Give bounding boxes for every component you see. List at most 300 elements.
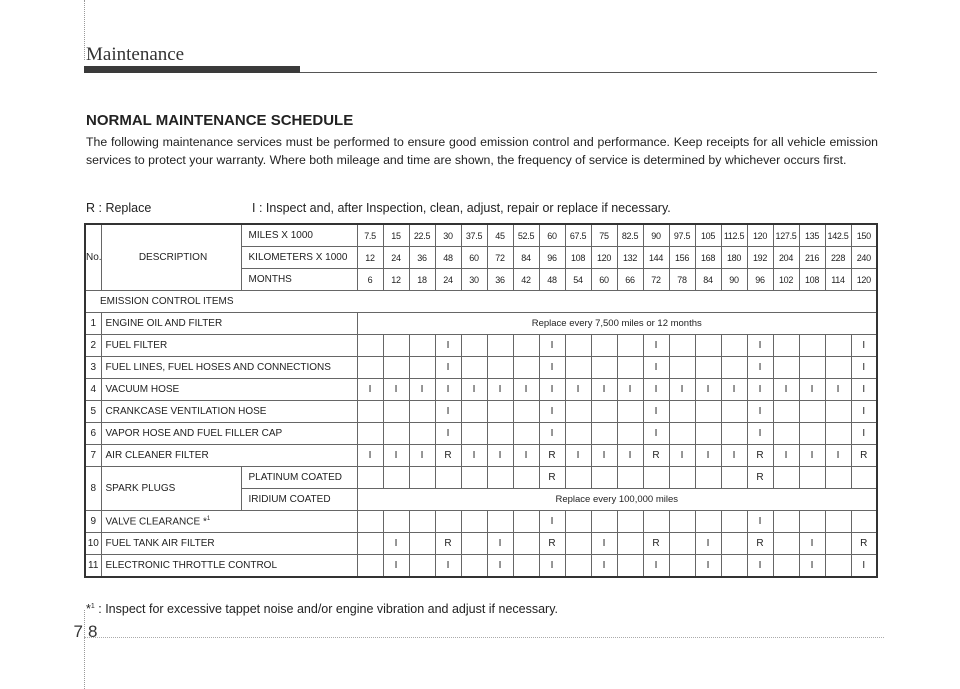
footnote-mark: * <box>86 602 91 616</box>
service-mark <box>617 511 643 533</box>
service-mark <box>721 467 747 489</box>
service-mark <box>825 555 851 578</box>
schedule-row <box>85 555 877 578</box>
service-mark: I <box>695 555 721 578</box>
service-mark <box>461 467 487 489</box>
interval-km: 204 <box>773 247 799 269</box>
row-description <box>101 533 357 555</box>
interval-months: 72 <box>643 269 669 291</box>
service-mark <box>565 335 591 357</box>
interval-km: 132 <box>617 247 643 269</box>
service-mark <box>799 423 825 445</box>
row-footnote-ref: 1 <box>206 515 211 522</box>
header-description: DESCRIPTION <box>101 224 241 291</box>
interval-km: 156 <box>669 247 695 269</box>
service-mark <box>461 335 487 357</box>
service-mark <box>357 401 383 423</box>
service-mark: I <box>435 335 461 357</box>
service-mark: R <box>747 445 773 467</box>
row-number: 6 <box>85 423 101 445</box>
service-mark: I <box>383 533 409 555</box>
interval-km: 84 <box>513 247 539 269</box>
service-mark <box>773 357 799 379</box>
service-mark <box>513 511 539 533</box>
interval-km: 192 <box>747 247 773 269</box>
interval-miles: 90 <box>643 224 669 247</box>
service-mark: I <box>487 533 513 555</box>
service-mark <box>643 467 669 489</box>
interval-months: 108 <box>799 269 825 291</box>
margin-guide-top <box>84 0 85 60</box>
service-mark <box>357 357 383 379</box>
service-mark <box>461 555 487 578</box>
service-mark <box>617 423 643 445</box>
service-mark: R <box>747 467 773 489</box>
service-mark: I <box>461 445 487 467</box>
interval-months: 78 <box>669 269 695 291</box>
service-mark <box>799 511 825 533</box>
service-mark <box>357 511 383 533</box>
schedule-row <box>85 401 877 423</box>
row-description <box>101 511 357 533</box>
service-mark <box>695 401 721 423</box>
service-mark <box>591 401 617 423</box>
service-mark <box>799 401 825 423</box>
service-mark: I <box>799 379 825 401</box>
service-mark <box>617 401 643 423</box>
service-mark: I <box>695 445 721 467</box>
service-mark <box>383 357 409 379</box>
row-number: 8 <box>85 467 101 511</box>
service-mark: I <box>643 555 669 578</box>
service-mark: R <box>643 445 669 467</box>
service-mark <box>565 467 591 489</box>
interval-miles: 30 <box>435 224 461 247</box>
service-mark: I <box>591 533 617 555</box>
service-mark <box>591 357 617 379</box>
service-mark <box>565 401 591 423</box>
interval-km: 60 <box>461 247 487 269</box>
service-mark <box>669 511 695 533</box>
section-title: NORMAL MAINTENANCE SCHEDULE <box>86 112 354 129</box>
service-mark: I <box>851 335 877 357</box>
service-mark: I <box>851 555 877 578</box>
service-mark <box>513 423 539 445</box>
service-mark <box>487 357 513 379</box>
service-mark <box>487 423 513 445</box>
service-mark <box>721 423 747 445</box>
service-mark <box>721 335 747 357</box>
service-mark: I <box>851 423 877 445</box>
interval-months: 18 <box>409 269 435 291</box>
interval-miles: 150 <box>851 224 877 247</box>
service-mark: I <box>617 445 643 467</box>
service-mark: I <box>721 379 747 401</box>
service-mark <box>773 511 799 533</box>
interval-months: 12 <box>383 269 409 291</box>
row-interval-note: Replace every 7,500 miles or 12 months <box>357 313 877 335</box>
service-mark: I <box>643 357 669 379</box>
service-mark: R <box>539 533 565 555</box>
row-description-text: ENGINE OIL AND FILTER <box>105 318 223 329</box>
service-mark <box>695 467 721 489</box>
service-mark <box>669 357 695 379</box>
row-description <box>101 357 357 379</box>
service-mark: I <box>643 401 669 423</box>
service-mark <box>773 555 799 578</box>
service-mark <box>409 357 435 379</box>
interval-months: 84 <box>695 269 721 291</box>
legend-replace: R : Replace <box>86 201 152 215</box>
service-mark <box>513 335 539 357</box>
service-mark: I <box>539 423 565 445</box>
service-mark: I <box>669 445 695 467</box>
row-description-text: VACUUM HOSE <box>105 384 180 395</box>
service-mark <box>825 511 851 533</box>
interval-miles: 135 <box>799 224 825 247</box>
service-mark: I <box>721 445 747 467</box>
service-mark <box>357 555 383 578</box>
schedule-row <box>85 533 877 555</box>
schedule-row <box>85 445 877 467</box>
service-mark <box>565 511 591 533</box>
service-mark: I <box>773 379 799 401</box>
interval-miles: 52.5 <box>513 224 539 247</box>
service-mark <box>383 401 409 423</box>
schedule-row <box>85 379 877 401</box>
service-mark <box>383 467 409 489</box>
header-rule <box>300 72 877 73</box>
service-mark <box>617 357 643 379</box>
service-mark <box>591 335 617 357</box>
service-mark <box>487 335 513 357</box>
interval-months: 42 <box>513 269 539 291</box>
row-description <box>101 313 357 335</box>
service-mark: I <box>435 401 461 423</box>
row-description <box>101 423 357 445</box>
service-mark: I <box>357 445 383 467</box>
service-mark <box>409 335 435 357</box>
interval-miles: 7.5 <box>357 224 383 247</box>
service-mark: I <box>695 379 721 401</box>
interval-miles: 45 <box>487 224 513 247</box>
interval-miles: 127.5 <box>773 224 799 247</box>
service-mark <box>825 423 851 445</box>
service-mark: I <box>799 555 825 578</box>
service-mark <box>695 335 721 357</box>
service-mark: R <box>435 445 461 467</box>
service-mark <box>669 555 695 578</box>
service-mark: I <box>357 379 383 401</box>
row-description-text: AIR CLEANER FILTER <box>105 450 209 461</box>
service-mark: I <box>409 445 435 467</box>
service-mark: I <box>773 445 799 467</box>
service-mark: I <box>669 379 695 401</box>
service-mark <box>799 357 825 379</box>
header-no: No. <box>85 224 101 291</box>
service-mark <box>851 511 877 533</box>
service-mark <box>851 467 877 489</box>
row-description-text: ELECTRONIC THROTTLE CONTROL <box>105 560 277 571</box>
service-mark <box>383 423 409 445</box>
service-mark <box>513 533 539 555</box>
service-mark <box>799 335 825 357</box>
interval-months: 24 <box>435 269 461 291</box>
service-mark <box>773 467 799 489</box>
service-mark <box>825 335 851 357</box>
service-mark: I <box>513 379 539 401</box>
row-subitem: PLATINUM COATED <box>241 467 357 489</box>
service-mark: I <box>539 511 565 533</box>
interval-months: 90 <box>721 269 747 291</box>
service-mark: I <box>539 357 565 379</box>
interval-months: 120 <box>851 269 877 291</box>
schedule-row <box>85 313 877 335</box>
service-mark: I <box>539 379 565 401</box>
interval-km: 144 <box>643 247 669 269</box>
interval-km: 48 <box>435 247 461 269</box>
service-mark: I <box>643 423 669 445</box>
service-mark: I <box>461 379 487 401</box>
row-description <box>101 379 357 401</box>
footnote <box>86 602 558 616</box>
service-mark: I <box>825 445 851 467</box>
service-mark <box>617 555 643 578</box>
service-mark: I <box>435 379 461 401</box>
interval-months: 30 <box>461 269 487 291</box>
service-mark <box>565 555 591 578</box>
service-mark: I <box>383 445 409 467</box>
interval-km: 168 <box>695 247 721 269</box>
service-mark <box>409 467 435 489</box>
service-mark <box>383 335 409 357</box>
interval-miles: 75 <box>591 224 617 247</box>
interval-km: 108 <box>565 247 591 269</box>
service-mark: I <box>643 379 669 401</box>
schedule-row <box>85 357 877 379</box>
interval-months: 6 <box>357 269 383 291</box>
row-interval-note: Replace every 100,000 miles <box>357 489 877 511</box>
service-mark <box>695 357 721 379</box>
service-mark: R <box>435 533 461 555</box>
service-mark <box>383 511 409 533</box>
interval-km: 36 <box>409 247 435 269</box>
interval-miles: 82.5 <box>617 224 643 247</box>
footnote-text: : Inspect for excessive tappet noise and/or engine vibration and adjust if necessary. <box>94 602 559 616</box>
interval-km: 12 <box>357 247 383 269</box>
interval-km: 96 <box>539 247 565 269</box>
service-mark: I <box>487 379 513 401</box>
service-mark <box>721 401 747 423</box>
footer-guide <box>84 637 884 638</box>
service-mark: I <box>695 533 721 555</box>
row-number: 2 <box>85 335 101 357</box>
service-mark: I <box>539 335 565 357</box>
service-mark <box>565 533 591 555</box>
service-mark <box>461 533 487 555</box>
service-mark <box>643 511 669 533</box>
service-mark: I <box>747 379 773 401</box>
legend <box>86 201 671 215</box>
service-mark <box>513 555 539 578</box>
service-mark: R <box>643 533 669 555</box>
service-mark <box>669 401 695 423</box>
service-mark <box>357 335 383 357</box>
row-description-text: VALVE CLEARANCE * <box>105 516 207 528</box>
row-description <box>101 555 357 578</box>
service-mark: I <box>565 445 591 467</box>
header-miles-label: MILES X 1000 <box>241 224 357 247</box>
service-mark <box>591 467 617 489</box>
service-mark: R <box>539 467 565 489</box>
row-number: 1 <box>85 313 101 335</box>
interval-miles: 105 <box>695 224 721 247</box>
service-mark <box>461 511 487 533</box>
service-mark <box>487 467 513 489</box>
service-mark <box>565 357 591 379</box>
row-description-text: VAPOR HOSE AND FUEL FILLER CAP <box>105 428 283 439</box>
service-mark <box>799 467 825 489</box>
service-mark <box>825 533 851 555</box>
service-mark <box>461 401 487 423</box>
interval-km: 216 <box>799 247 825 269</box>
interval-months: 102 <box>773 269 799 291</box>
service-mark <box>695 423 721 445</box>
interval-months: 54 <box>565 269 591 291</box>
service-mark <box>409 511 435 533</box>
service-mark: I <box>383 555 409 578</box>
interval-months: 114 <box>825 269 851 291</box>
service-mark: I <box>539 401 565 423</box>
row-number: 10 <box>85 533 101 555</box>
legend-inspect: I : Inspect and, after Inspection, clean, adjust, repair or replace if necessary. <box>252 201 671 215</box>
service-mark: I <box>435 357 461 379</box>
service-mark <box>773 335 799 357</box>
service-mark <box>825 467 851 489</box>
row-description-text: FUEL TANK AIR FILTER <box>105 538 215 549</box>
service-mark: I <box>617 379 643 401</box>
interval-miles: 37.5 <box>461 224 487 247</box>
service-mark <box>773 533 799 555</box>
service-mark: I <box>747 555 773 578</box>
interval-months: 60 <box>591 269 617 291</box>
service-mark <box>461 423 487 445</box>
interval-months: 96 <box>747 269 773 291</box>
schedule-row <box>85 467 877 489</box>
service-mark <box>513 401 539 423</box>
service-mark <box>825 357 851 379</box>
service-mark <box>487 511 513 533</box>
service-mark: I <box>747 357 773 379</box>
service-mark: I <box>851 357 877 379</box>
interval-miles: 112.5 <box>721 224 747 247</box>
service-mark <box>591 511 617 533</box>
service-mark: I <box>565 379 591 401</box>
service-mark: I <box>747 335 773 357</box>
interval-miles: 60 <box>539 224 565 247</box>
service-mark <box>721 533 747 555</box>
row-description <box>101 335 357 357</box>
service-mark <box>409 401 435 423</box>
service-mark: R <box>747 533 773 555</box>
row-number: 3 <box>85 357 101 379</box>
service-mark <box>617 467 643 489</box>
service-mark <box>513 357 539 379</box>
service-mark <box>409 423 435 445</box>
service-mark: I <box>591 379 617 401</box>
footnote-sup: 1 <box>90 602 95 610</box>
interval-miles: 120 <box>747 224 773 247</box>
schedule-row <box>85 423 877 445</box>
service-mark: I <box>435 423 461 445</box>
service-mark: I <box>487 445 513 467</box>
service-mark: I <box>799 533 825 555</box>
service-mark: I <box>747 511 773 533</box>
service-mark: R <box>851 445 877 467</box>
schedule-row <box>85 335 877 357</box>
service-mark: I <box>747 401 773 423</box>
interval-km: 120 <box>591 247 617 269</box>
service-mark <box>669 423 695 445</box>
row-description-text: FUEL FILTER <box>105 340 168 351</box>
service-mark <box>773 423 799 445</box>
service-mark: R <box>539 445 565 467</box>
maintenance-schedule-table <box>84 223 878 578</box>
service-mark <box>721 511 747 533</box>
service-mark <box>773 401 799 423</box>
interval-miles: 67.5 <box>565 224 591 247</box>
header-km-label: KILOMETERS X 1000 <box>241 247 357 269</box>
header-bar <box>84 66 300 73</box>
service-mark: I <box>383 379 409 401</box>
service-mark: I <box>591 445 617 467</box>
interval-miles: 142.5 <box>825 224 851 247</box>
service-mark <box>409 533 435 555</box>
interval-months: 66 <box>617 269 643 291</box>
service-mark: I <box>799 445 825 467</box>
service-mark <box>461 357 487 379</box>
row-number: 7 <box>85 445 101 467</box>
section-row <box>85 291 877 313</box>
service-mark <box>825 401 851 423</box>
intro-paragraph: The following maintenance services must be performed to ensure good emission control and performance. Keep receipts for all vehicle emission services to protect your warranty. Where both mileage and time are shown, the frequency of service is determined by whichever occurs first. <box>86 135 878 167</box>
interval-months: 36 <box>487 269 513 291</box>
interval-months: 48 <box>539 269 565 291</box>
service-mark: I <box>513 445 539 467</box>
header-row-miles <box>85 224 877 247</box>
header-title: Maintenance <box>86 44 185 65</box>
interval-km: 240 <box>851 247 877 269</box>
service-mark <box>565 423 591 445</box>
section-emission-control: EMISSION CONTROL ITEMS <box>85 291 877 313</box>
interval-km: 24 <box>383 247 409 269</box>
row-description <box>101 401 357 423</box>
service-mark <box>487 401 513 423</box>
service-mark <box>513 467 539 489</box>
service-mark <box>669 533 695 555</box>
interval-km: 72 <box>487 247 513 269</box>
service-mark: R <box>851 533 877 555</box>
service-mark <box>721 555 747 578</box>
row-description-text: CRANKCASE VENTILATION HOSE <box>105 406 267 417</box>
service-mark: I <box>851 379 877 401</box>
service-mark <box>409 555 435 578</box>
interval-km: 180 <box>721 247 747 269</box>
service-mark <box>617 335 643 357</box>
service-mark <box>357 423 383 445</box>
service-mark <box>617 533 643 555</box>
service-mark: I <box>539 555 565 578</box>
